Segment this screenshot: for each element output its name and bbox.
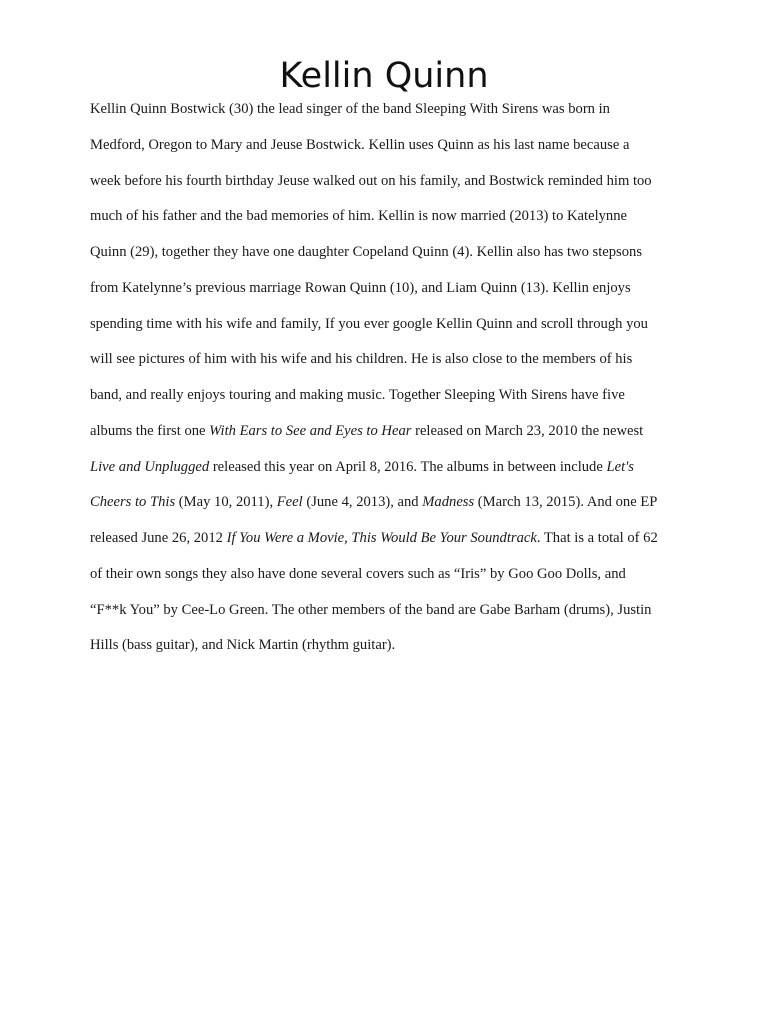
text-segment: week before his fourth birthday Jeuse walked out on his family, and Bostwick reminded him too [90,172,652,189]
text-line [90,133,690,169]
text-line [90,526,690,562]
text-segment: spending time with his wife and family, If you ever google Kellin Quinn and scroll through you [90,315,648,332]
document-title: Kellin Quinn [279,56,489,96]
text-line [90,490,690,526]
italic-title-text: Cheers to This [90,494,176,511]
text-line [90,240,690,276]
text-line [90,347,690,383]
text-segment: released on March 23, 2010 the newest [411,422,644,439]
text-segment: Hills (bass guitar), and Nick Martin (rhythm guitar). [90,637,396,654]
italic-title-text: Live and Unplugged [90,458,210,475]
text-segment: Medford, Oregon to Mary and Jeuse Bostwick. Kellin uses Quinn as his last name because a [90,136,630,153]
italic-title-text: If You Were a Movie, This Would Be Your Soundtrack [226,530,537,546]
text-line [90,598,690,634]
italic-title-text: Feel [276,494,303,511]
text-segment: from Katelynne’s previous marriage Rowan Quinn (10), and Liam Quinn (13). Kellin enjoys [90,279,631,296]
text-line [90,383,690,419]
text-segment: albums the first one [90,422,210,439]
text-segment: released June 26, 2012 [90,530,227,546]
text-line [90,204,690,240]
text-line [90,312,690,348]
text-segment: “F**k You” by Cee-Lo Green. The other members of the band are Gabe Barham (drums), Justin [90,601,652,618]
text-segment: Kellin Quinn Bostwick (30) the lead singer of the band Sleeping With Sirens was born in [90,101,610,117]
italic-title-text: With Ears to See and Eyes to Hear [209,422,412,439]
text-segment: (March 13, 2015). And one EP [474,494,658,511]
text-segment: (June 4, 2013), and [302,494,423,511]
text-segment: much of his father and the bad memories of him. Kellin is now married (2013) to Katelynne [90,208,627,225]
text-segment: band, and really enjoys touring and making music. Together Sleeping With Sirens have five [90,387,625,403]
text-segment: will see pictures of him with his wife and his children. He is also close to the members of his [90,351,633,368]
document-body [90,97,690,669]
text-line [90,169,690,205]
italic-title-text: Let's [606,458,634,475]
text-segment: (May 10, 2011), [175,494,277,511]
text-line [90,276,690,312]
text-line [90,562,690,598]
italic-title-text: Madness [422,494,475,511]
text-line [90,419,690,455]
text-segment: . That is a total of 62 [536,530,658,546]
text-line [90,455,690,491]
text-segment: released this year on April 8, 2016. The albums in between include [209,458,607,475]
text-segment: of their own songs they also have done several covers such as “Iris” by Goo Goo Dolls, and [90,565,626,582]
text-line [90,633,690,669]
text-line [90,97,690,133]
text-segment: Quinn (29), together they have one daughter Copeland Quinn (4). Kellin also has two stepsons [90,244,643,260]
